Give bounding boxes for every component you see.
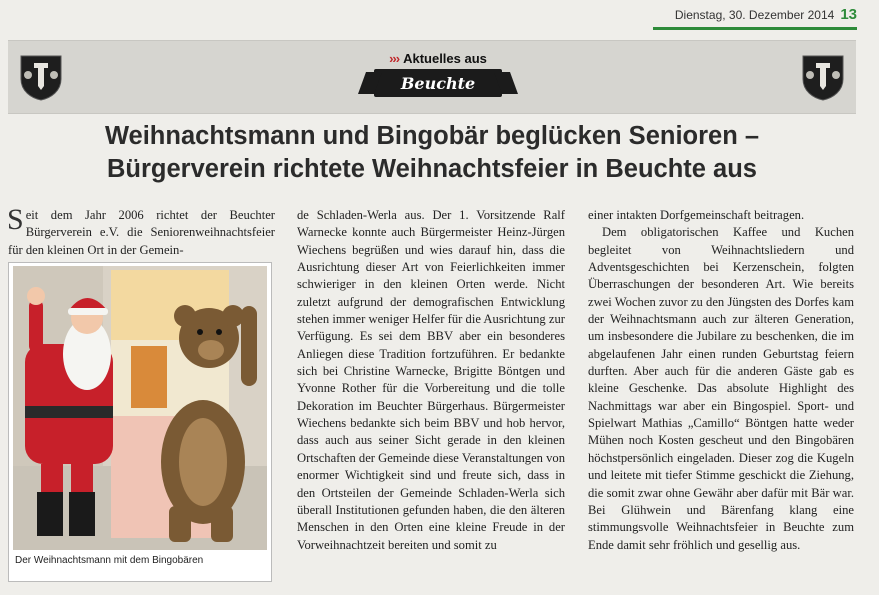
headline-line-1: Weihnachtsmann und Bingobär beglücken Senioren – [104, 122, 760, 150]
arrows-icon: ››› [389, 51, 400, 66]
issue-date: Dienstag, 30. Dezember 2014 [674, 8, 835, 22]
section-kicker-text: Aktuelles aus [403, 51, 487, 66]
article-headline [8, 120, 856, 186]
article-column-2 [297, 207, 565, 554]
drop-cap: S [7, 203, 24, 236]
article-paragraph-end: einer intakten Dorfgemeinschaft beitragen. [588, 208, 805, 222]
coat-of-arms-icon [800, 53, 846, 101]
article-photo [8, 262, 272, 582]
article-paragraph: Dem obligatorischen Kaffee und Kuchen begleitet von Weihnachtsliedern und Adventsgeschichten bei Kerzenschein, folgten Überraschungen der besonderen Art. Wie bereits zwei Wochen zuvor zu den Jüngsten des Dorfes kam der Weihnachtsmann auch zur älteren Generation, um insbesondere die Jubilare zu beschenken, die im abgelaufenen Jahr einen runden Geburtstag feiern durften. Aber auch für die anderen Gäste gab es kleine Geschenke. Das absolute Highlight des Nachmittags war aber ein Bingospiel. Sport- und Spielwart Mathias „Camillo“ Böntgen hatte weder Mühen noch Kosten gescheut und den Bingobären höchstpersönlich eingeladen. Dieser zog die Kugeln und leitete mit tiefer Stimme geschickt die Ziehung, die somit zwar ohne Gewähr aber dafür mit Bär war. Bei Glühwein und Bärenfang klang eine stimmungsvolle Weihnachtsfeier in Beuchte zum Ende damit sehr fröhlich und gesellig aus. [588, 225, 854, 552]
santa-and-bear-photo [13, 266, 267, 550]
dateline-rule [653, 27, 857, 30]
section-header-band [8, 40, 856, 114]
article-column-3 [588, 207, 854, 554]
dateline [675, 6, 857, 23]
photo-caption: Der Weihnachtsmann mit dem Bingobären [15, 555, 204, 566]
section-kicker [348, 51, 528, 66]
article-column-1 [7, 203, 275, 259]
article-paragraph: de Schladen-Werla aus. Der 1. Vorsitzende Ralf Warnecke konnte auch Bürgermeister Heinz-Jürgen Wiechens begrüßen und wies darauf hin, dass die Ausrichtung dieser Art von Feierlichkeiten immer schwieriger in den kleinen Orten werde. Nicht zuletzt aufgrund der demografischen Entwicklung stehen immer weniger Helfer für die Ausrichtung zur Verfügung. Es sei dem BBV aber ein besonderes Anliegen diese Tradition fortzuführen. Er bedankte sich bei Christine Warnecke, Brigitte Böntgen und Yvonne Rother für die Vorbereitung und die tolle Dekoration im Beuchter Bürgerhaus. Bürgermeister Wiechens bedankte sich beim BBV und hob hervor, dass auch aus seiner Sicht gerade in den kleinen Ortschaften der Gemeinde diese Veranstaltungen von enormer Wichtigkeit sind und freute sich, dass in den Ortsteilen der Gemeinde Schladen-Werla sich überall Institutionen gefunden haben, die den älteren Menschen in den Orten eine kleine Freude in der Vorweihnachtzeit bereiten und somit zu [297, 208, 565, 552]
section-title: Beuchte [374, 69, 502, 97]
headline-line-2: Bürgerverein richtete Weihnachtsfeier in Beuchte aus [107, 155, 757, 183]
page-number: 13 [840, 6, 857, 23]
article-intro: eit dem Jahr 2006 richtet der Beuchter Bürgerverein e.V. die Seniorenweihnachtsfeier für den kleinen Ort in der Gemein- [8, 208, 275, 257]
coat-of-arms-icon [18, 53, 64, 101]
section-banner [348, 49, 528, 107]
